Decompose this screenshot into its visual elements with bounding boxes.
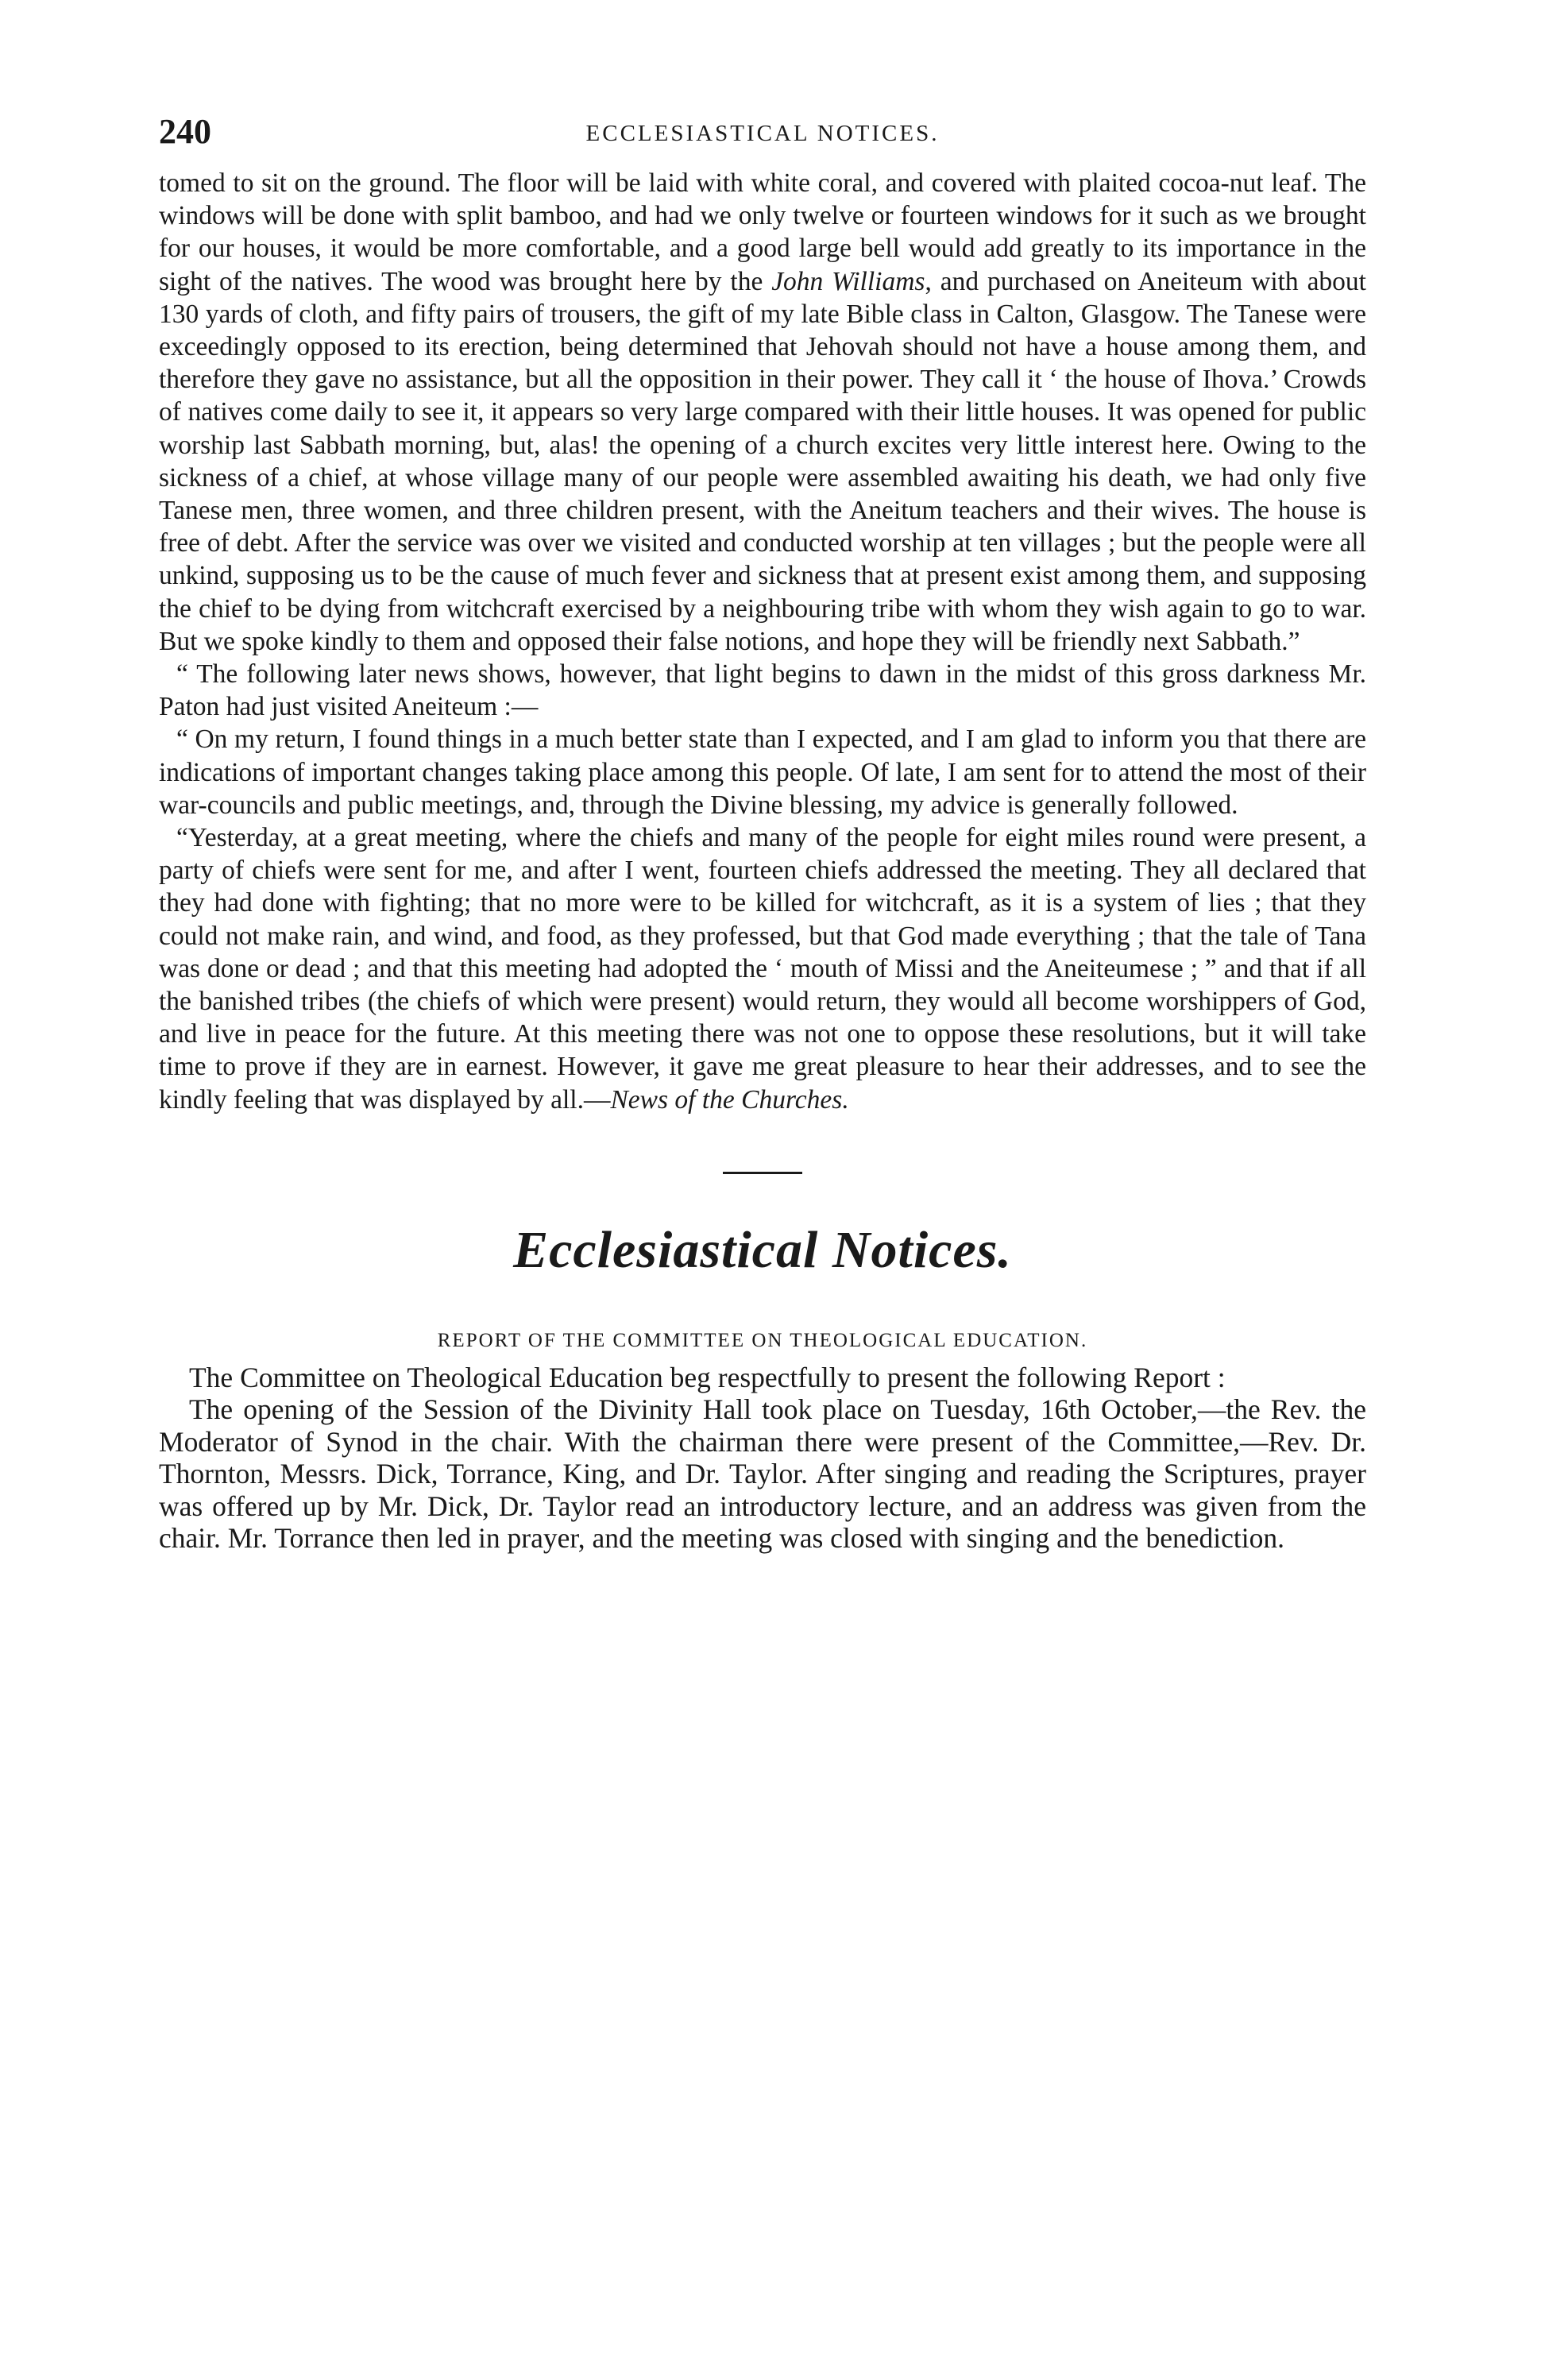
article-paragraph-3: “ On my return, I found things in a much better state than I expected, and I am glad to inform you that there are indications of important changes taking place among this people. Of late, I am sent for to attend the most of their war-councils and public meetings, and, through the Divine blessing, my advice is generally followed. [159,724,1366,820]
article-paragraph-1 [159,167,1366,658]
article-paragraph-4 [159,821,1366,1116]
section-divider [723,1172,802,1174]
article-paragraph-1-text-b: , and purchased on Aneiteum with about 130 yards of cloth, and fifty pairs of trousers, the gift of my late Bible class in Calton, Glasgow. The Tanese were exceedingly opposed to its erection, being determined that Jehovah should not have a house among them, and therefore they gave no assistance, but all the opposition in their power. They call it ‘ the house of Ihova.’ Crowds of natives come daily to see it, it appears so very large compared with their little houses. It was opened for public worship last Sabbath morning, but, alas! the opening of a church excites very little interest here. Owing to the sickness of a chief, at whose village many of our people were assembled awaiting his death, we had only five Tanese men, three women, and three children present, with the Aneitum teachers and their wives. The house is free of debt. After the service was over we visited and conducted worship at ten villages ; but the people were all unkind, supposing us to be the cause of much fever and sickness that at present exist among them, and supposing the chief to be dying from witchcraft exercised by a neighbouring tribe with whom they wish again to go to war. But we spoke kindly to them and opposed their false notions, and hope they will be friendly next Sabbath.” [159,266,1366,656]
running-head [159,111,1366,167]
page-number: 240 [159,112,211,151]
report-heading: REPORT OF THE COMMITTEE ON THEOLOGICAL EDUCATION. [437,1329,1088,1351]
ship-name: John Williams [771,266,925,296]
report-paragraph-2: The opening of the Session of the Divinity Hall took place on Tuesday, 16th October,—the Rev. the Moderator of Synod in the chair. With the chairman there were present of the Committee,—Rev. Dr. Thornton, Messrs. Dick, Torrance, King, and Dr. Taylor. After singing and reading the Scriptures, prayer was offered up by Mr. Dick, Dr. Taylor read an introductory lecture, and an address was given from the chair. Mr. Torrance then led in prayer, and the meeting was closed with singing and the benediction. [159,1393,1366,1555]
source-citation: News of the Churches. [610,1084,849,1115]
page [159,111,1366,1555]
report-paragraph-1: The Committee on Theological Education beg respectfully to present the following Report : [189,1361,1226,1393]
report-body [159,1362,1366,1555]
article-body [159,167,1366,1116]
section-title: Ecclesiastical Notices. [513,1220,1012,1279]
running-title: ECCLESIASTICAL NOTICES. [585,121,940,146]
article-paragraph-1-text-a: tomed to sit on the ground. The floor will be laid with white coral, and covered with plaited cocoa-nut leaf. The windows will be done with split bamboo, and had we only twelve or fourteen windows for it such as we brought for our houses, it would be more comfortable, and a good large bell would add greatly to its importance in the sight of the natives. The wood was brought here by the [159,168,1366,296]
article-paragraph-2: “ The following later news shows, however, that light begins to dawn in the midst of this gross darkness Mr. Paton had just visited Aneiteum :— [159,659,1366,722]
article-paragraph-4-text: “Yesterday, at a great meeting, where the chiefs and many of the people for eight miles round were present, a party of chiefs were sent for me, and after I went, fourteen chiefs addressed the meeting. They all declared that they had done with fighting; that no more were to be killed for witchcraft, as it is a system of lies ; that they could not make rain, and wind, and food, as they professed, but that God made everything ; that the tale of Tana was done or dead ; and that this meeting had adopted the ‘ mouth of Missi and the Aneiteumese ; ” and that if all the banished tribes (the chiefs of which were present) would return, they would all become worshippers of God, and live in peace for the future. At this meeting there was not one to oppose these resolutions, but it will take time to prove if they are in earnest. However, it gave me great pleasure to hear their addresses, and to see the kindly feeling that was displayed by all.— [159,823,1366,1115]
